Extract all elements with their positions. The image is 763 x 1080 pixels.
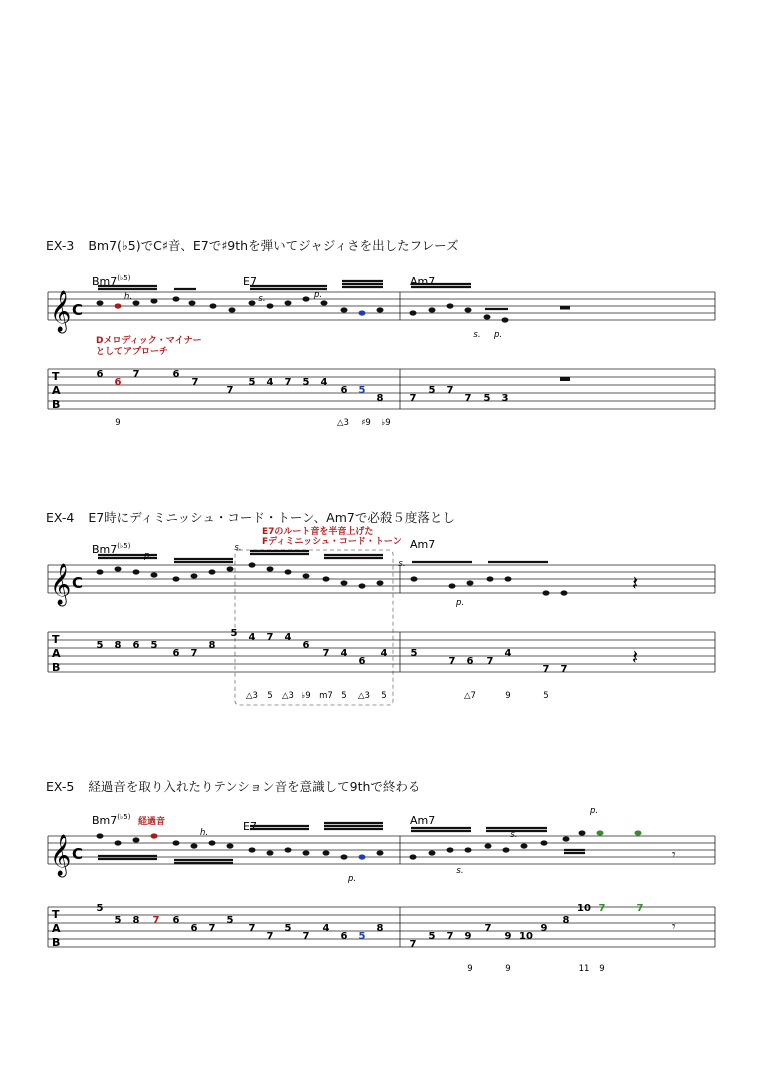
tab-number: 5	[226, 915, 234, 926]
technique-mark: p.	[313, 290, 323, 300]
svg-text:△7: △7	[464, 691, 476, 701]
tab-number: 7	[446, 931, 454, 942]
tab-number: 6	[302, 640, 310, 651]
tab-number: 7	[266, 931, 274, 942]
treble-clef-icon: 𝄞	[50, 291, 72, 332]
notes	[97, 830, 642, 859]
beams	[98, 551, 548, 562]
example-title	[46, 236, 458, 254]
tab-number: 6	[172, 915, 180, 926]
tab-number: 5	[483, 393, 491, 404]
annotation: Fディミニッシュ・コード・トーン	[262, 537, 402, 547]
annotation: E7のルート音を半音上げた	[262, 527, 374, 537]
tab-number: 6	[114, 377, 122, 388]
tab-number: 7	[448, 656, 456, 667]
tab-label: T	[52, 908, 60, 921]
technique-mark: s.	[234, 543, 242, 553]
tab-number: 7	[409, 939, 417, 950]
technique-mark: p.	[143, 551, 153, 561]
rest-icon: 𝄾	[672, 847, 676, 863]
tab-number: 5	[410, 648, 418, 659]
technique-mark: s.	[398, 559, 406, 569]
tab-number: 7	[208, 923, 216, 934]
tab-number: 4	[340, 648, 348, 659]
tab-number: 7	[226, 385, 234, 396]
example-description: E7時にディミニッシュ・コード・トーン、Am7で必殺５度落とし	[88, 510, 455, 525]
svg-text:5: 5	[267, 691, 273, 701]
rest	[560, 377, 570, 381]
svg-text:△3: △3	[282, 691, 294, 701]
tab-label: T	[52, 633, 60, 646]
example-description: Bm7(♭5)でC♯音、E7で♯9thを弾いてジャジィさを出したフレーズ	[88, 238, 459, 253]
tab-number: 5	[428, 385, 436, 396]
tab-number: 7	[152, 915, 160, 926]
staff	[48, 292, 715, 320]
tab-number: 4	[284, 632, 292, 643]
technique-mark: s.	[258, 294, 266, 304]
annotation: としてアプローチ	[96, 347, 169, 357]
tab-number: 5	[302, 377, 310, 388]
tab-number: 6	[96, 369, 104, 380]
chord-symbol: E7	[243, 275, 257, 288]
tab-number: 8	[376, 393, 384, 404]
tab-number: 7	[266, 632, 274, 643]
tab-number: 7	[322, 648, 330, 659]
tab-number: 6	[340, 385, 348, 396]
tab-label: T	[52, 370, 60, 383]
svg-text:△3: △3	[246, 691, 258, 701]
tab-number: 5	[114, 915, 122, 926]
tab-label: B	[52, 661, 61, 674]
time-signature: C	[72, 574, 84, 592]
tab-number: 5	[428, 931, 436, 942]
tab-number: 9	[115, 418, 121, 428]
tab-number: 6	[340, 931, 348, 942]
interval-label: 9	[599, 964, 605, 974]
time-signature: C	[72, 845, 84, 863]
tab-number: 7	[190, 648, 198, 659]
tab-number: 7	[542, 664, 550, 675]
technique-mark: h.	[199, 828, 209, 838]
tab-number: 7	[446, 385, 454, 396]
rest	[560, 306, 570, 310]
example-title	[46, 777, 420, 795]
tab-number: 5	[358, 931, 366, 942]
ex5-notation	[0, 805, 763, 1005]
tab-number: 8	[208, 640, 216, 651]
time-signature: C	[72, 301, 84, 319]
interval-label: 11	[578, 964, 590, 974]
technique-mark: s.	[510, 830, 518, 840]
tab-number: 6	[190, 923, 198, 934]
tab-number: 8	[114, 640, 122, 651]
beams	[98, 281, 508, 309]
chord-symbol: Am7	[410, 275, 436, 288]
ex3-notation	[0, 265, 763, 465]
interval-row	[246, 691, 549, 701]
tab-number: 9	[504, 931, 512, 942]
tab-number: 3	[501, 393, 509, 404]
svg-text:5: 5	[381, 691, 387, 701]
tab-label: A	[52, 647, 61, 660]
svg-text:♭9: ♭9	[301, 691, 311, 701]
interval-label: △3	[337, 418, 349, 428]
technique-mark: p.	[455, 598, 465, 608]
tab-label: B	[52, 936, 61, 949]
interval-label: ♭9	[381, 418, 391, 428]
chord-symbol: Am7	[410, 538, 436, 551]
tab-number: 4	[380, 648, 388, 659]
svg-text:9: 9	[505, 691, 511, 701]
rest-icon: 𝄾	[672, 919, 676, 935]
technique-mark: p.	[589, 806, 599, 816]
tab-number: 5	[96, 903, 104, 914]
interval-label: 9	[467, 964, 473, 974]
treble-clef-icon: 𝄞	[50, 564, 72, 605]
tab-number: 5	[150, 640, 158, 651]
tab-number: 6	[132, 640, 140, 651]
technique-mark: s.	[456, 866, 464, 876]
tab-number: 7	[409, 393, 417, 404]
tab-number: 10	[519, 931, 533, 942]
tab-number: 7	[464, 393, 472, 404]
tab-number: 5	[248, 377, 256, 388]
tab-number: 7	[302, 931, 310, 942]
chord-symbol: $Bm7^{(♭5)}$	[92, 274, 131, 288]
tab-number: 5	[358, 385, 366, 396]
example-number: EX-5	[46, 779, 75, 794]
example-number: EX-3	[46, 238, 75, 253]
svg-text:m7: m7	[319, 691, 333, 701]
rest-icon: 𝄽	[632, 571, 639, 595]
svg-text:△3: △3	[358, 691, 370, 701]
chord-symbol: Am7	[410, 814, 436, 827]
technique-mark: p.	[493, 330, 503, 340]
tab-number: 7	[636, 903, 644, 914]
chord-symbol: E7	[243, 820, 257, 833]
svg-text:5: 5	[341, 691, 347, 701]
svg-text:5: 5	[543, 691, 549, 701]
tab-number: 6	[172, 369, 180, 380]
technique-mark: h.	[123, 292, 133, 302]
chord-symbol: $Bm7^{(♭5)}$	[92, 542, 131, 556]
tab-number: 4	[504, 648, 512, 659]
tab-number: 7	[484, 923, 492, 934]
example-description: 経過音を取り入れたりテンション音を意識して9thで終わる	[88, 779, 421, 794]
staff	[48, 565, 715, 593]
tab-number: 7	[132, 369, 140, 380]
tab-number: 6	[466, 656, 474, 667]
interval-label: ♯9	[361, 418, 371, 428]
tab-number: 10	[577, 903, 591, 914]
tab-number: 4	[322, 923, 330, 934]
tab-number: 6	[172, 648, 180, 659]
highlight-box	[235, 550, 393, 705]
example-number: EX-4	[46, 510, 75, 525]
tab-number: 7	[248, 923, 256, 934]
rest-icon: 𝄽	[632, 645, 639, 669]
tab-number: 8	[376, 923, 384, 934]
tab-number: 8	[562, 915, 570, 926]
tab-number: 5	[96, 640, 104, 651]
tab-number: 4	[320, 377, 328, 388]
ex4-notation	[0, 522, 763, 722]
tab-number: 4	[248, 632, 256, 643]
tab-label: A	[52, 922, 61, 935]
tab-number: 7	[486, 656, 494, 667]
tab-number: 7	[191, 377, 199, 388]
technique-mark: s.	[473, 330, 481, 340]
tab-number: 7	[284, 377, 292, 388]
tab-number: 9	[540, 923, 548, 934]
tab-number: 8	[132, 915, 140, 926]
tab-label: B	[52, 398, 61, 411]
interval-label: 9	[505, 964, 511, 974]
chord-symbol: $Bm7^{(♭5)}$	[92, 813, 131, 827]
tab-label: A	[52, 384, 61, 397]
tab-number: 5	[230, 628, 238, 639]
tab-number: 9	[464, 931, 472, 942]
treble-clef-icon: 𝄞	[50, 835, 72, 876]
tab-number: 6	[358, 656, 366, 667]
tab-number: 7	[560, 664, 568, 675]
annotation: 経過音	[138, 817, 166, 827]
annotation: Dメロディック・マイナー	[96, 336, 202, 346]
tab-number: 7	[598, 903, 606, 914]
tab-number: 5	[284, 923, 292, 934]
technique-mark: p.	[347, 874, 357, 884]
notes	[97, 296, 509, 322]
tab-number: 4	[266, 377, 274, 388]
